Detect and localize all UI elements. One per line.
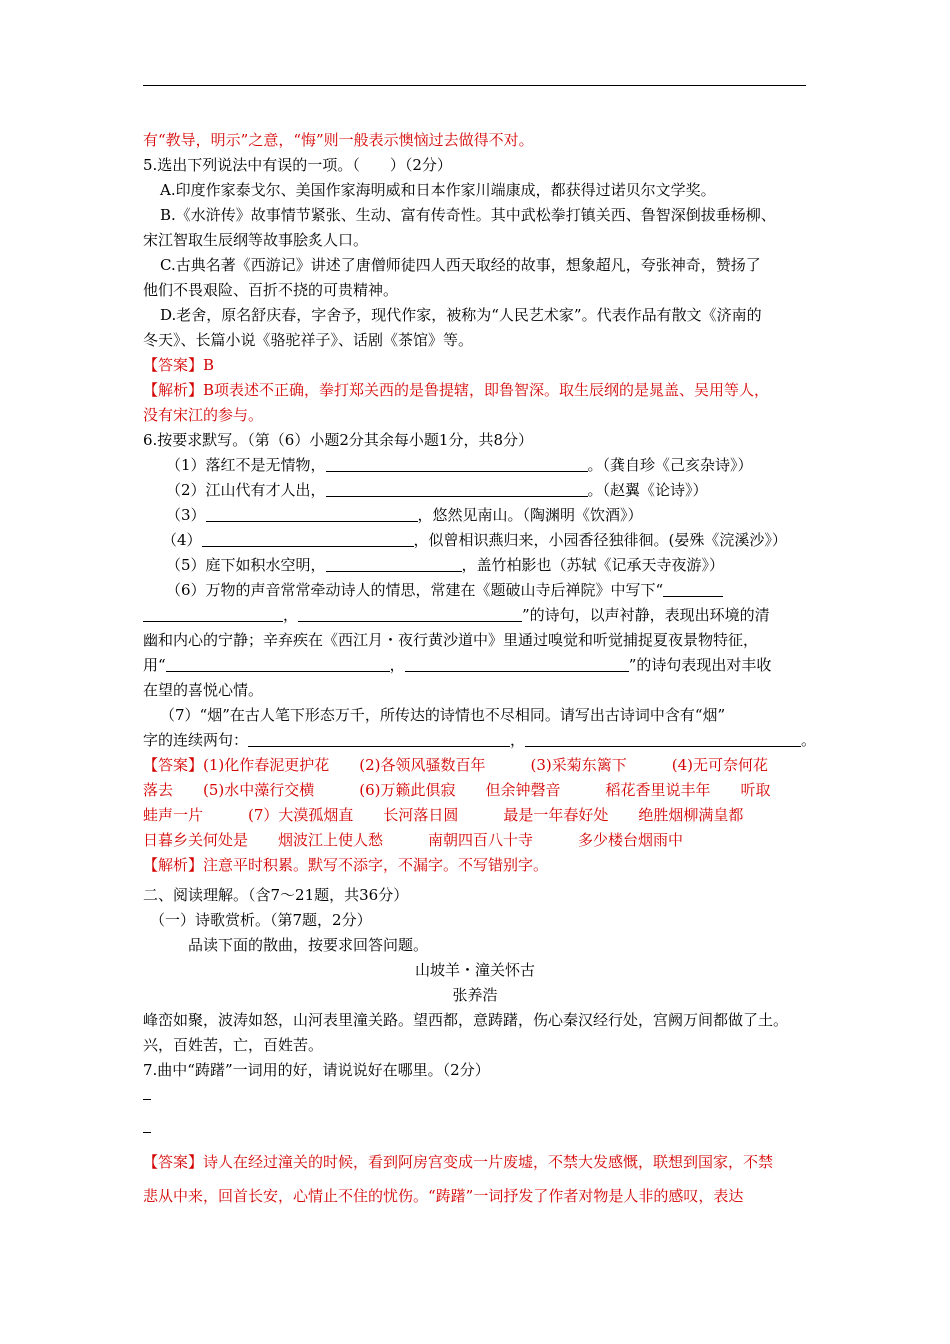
answer-blank[interactable] [143, 606, 283, 622]
fill-item-7-cont [143, 730, 816, 750]
answer-blank[interactable] [248, 731, 510, 747]
text-segment: ，似曾相识燕归来，小园香径独徘徊。(晏殊《浣溪沙》） [413, 531, 787, 549]
header-rule [143, 85, 806, 86]
text-line: 幽和内心的宁静；辛弃疾在《西江月・夜行黄沙道中》里通过嗅觉和听觉捕捉夏夜景物特征， [143, 631, 759, 649]
answer-dash [143, 1087, 151, 1100]
analysis-label: 【解析】B项表述不正确，拳打郑关西的是鲁提辖，即鲁智深。取生辰纲的是晁盖、吴用等人， [143, 381, 770, 399]
text-segment: （6）万物的声音常常牵动诗人的情思，常建在《题破山寺后禅院》中写下“ [166, 581, 664, 599]
text-segment: （3） [166, 506, 206, 524]
fill-item-6 [166, 580, 723, 600]
text-segment: ， [510, 731, 526, 749]
text-segment: （4） [162, 531, 202, 549]
text-line: 日暮乡关何处是 烟波江上使人愁 南朝四百八十寺 多少楼台烟雨中 [143, 831, 684, 849]
text-line: 冬天》、长篇小说《骆驼祥子》、话剧《茶馆》等。 [143, 331, 474, 349]
text-segment: ，盖竹柏影也（苏轼《记承天寺夜游》） [461, 556, 725, 574]
option-d: D.老舍，原名舒庆春，字舍予，现代作家，被称为“人民艺术家”。代表作品有散文《济南的 [160, 306, 762, 324]
fill-item-1 [166, 455, 753, 475]
poem-text: 兴，百姓苦，亡，百姓苦。 [143, 1036, 324, 1054]
option-a: A.印度作家泰戈尔、美国作家海明威和日本作家川端康成，都获得过诺贝尔文学奖。 [160, 181, 716, 199]
text-line: 宋江智取生辰纲等故事脍炙人口。 [143, 231, 369, 249]
answer-blank[interactable] [525, 731, 801, 747]
text-segment: 用“ [143, 656, 166, 674]
fill-item-4 [162, 530, 787, 550]
text-line: 他们不畏艰险、百折不挠的可贵精神。 [143, 281, 399, 299]
option-c: C.古典名著《西游记》讲述了唐僧师徒四人西天取经的故事，想象超凡，夸张神奇，赞扬了 [160, 256, 761, 274]
answer-blank[interactable] [405, 656, 629, 672]
section-heading: 二、阅读理解。（含7～21题，共36分） [143, 886, 409, 904]
text-line: 有“教导，明示”之意，“悔”则一般表示懊恼过去做得不对。 [143, 131, 534, 149]
fill-item-6-cont [143, 605, 770, 625]
answer-blank[interactable] [326, 456, 588, 472]
answer-blank[interactable] [298, 606, 522, 622]
fill-item-7: （7）“烟”在古人笔下形态万千，所传达的诗情也不尽相同。请写出古诗词中含有“烟” [160, 706, 726, 724]
option-b: B.《水浒传》故事情节紧张、生动、富有传奇性。其中武松拳打镇关西、鲁智深倒拔垂杨柳、 [160, 206, 776, 224]
answer-line[interactable] [143, 1085, 151, 1105]
text-segment: （1）落红不是无情物， [166, 456, 326, 474]
answer-blank[interactable] [326, 556, 462, 572]
text-line: 在望的喜悦心情。 [143, 681, 264, 699]
answer-dash [143, 1120, 151, 1133]
text-line: 落去 (5)水中藻行交横 (6)万籁此俱寂 但余钟磬音 稻花香里说丰年 听取 [143, 781, 771, 799]
fill-item-6-line3 [143, 655, 771, 675]
instruction-text: 品读下面的散曲，按要求回答问题。 [188, 936, 429, 954]
analysis-label: 【解析】注意平时积累。默写不添字，不漏字。不写错别字。 [143, 856, 549, 874]
answer-blank[interactable] [166, 656, 390, 672]
answer-blank[interactable] [202, 531, 414, 547]
poem-text: 峰峦如聚，波涛如怒，山河表里潼关路。望西都，意踌躇，伤心秦汉经行处，宫阙万间都做了土。 [143, 1011, 789, 1029]
question-7: 7.曲中“踌躇”一词用的好，请说说好在哪里。（2分） [143, 1061, 490, 1079]
text-line: 没有宋江的参与。 [143, 406, 264, 424]
text-segment: ， [389, 656, 405, 674]
text-line: 悲从中来，回首长安，心情止不住的忧伤。“踌躇”一词抒发了作者对物是人非的感叹，表达 [143, 1187, 744, 1205]
question-5: 5.选出下列说法中有误的一项。（ ）（2分） [143, 156, 452, 174]
text-segment: （2）江山代有才人出， [166, 481, 326, 499]
answer-label: 【答案】B [143, 356, 215, 374]
text-segment: ，悠然见南山。（陶渊明《饮酒》） [417, 506, 643, 524]
text-segment: ”的诗句，以声衬静，表现出环境的清 [522, 606, 770, 624]
answer-label: 【答案】(1)化作春泥更护花 (2)各领风骚数百年 (3)采菊东篱下 (4)无可奈何花 [143, 756, 768, 774]
text-line: 蛙声一片 (7）大漠孤烟直 长河落日圆 最是一年春好处 绝胜烟柳满皇都 [143, 806, 744, 824]
text-segment: 。（赵翼《论诗》） [587, 481, 708, 499]
poem-title: 山坡羊・潼关怀古 [414, 961, 535, 979]
answer-line[interactable] [143, 1118, 151, 1138]
text-segment: ”的诗句表现出对丰收 [628, 656, 772, 674]
fill-item-5 [166, 555, 724, 575]
poem-author: 张养浩 [452, 986, 498, 1004]
answer-label: 【答案】诗人在经过潼关的时候，看到阿房宫变成一片废墟，不禁大发感慨，联想到国家，不禁 [143, 1153, 774, 1171]
text-segment: ， [283, 606, 299, 624]
answer-blank[interactable] [326, 481, 588, 497]
answer-blank[interactable] [206, 506, 418, 522]
text-segment: 。 [801, 731, 817, 749]
fill-item-2 [166, 480, 708, 500]
fill-item-3 [166, 505, 643, 525]
text-segment: （5）庭下如积水空明， [166, 556, 326, 574]
question-6: 6.按要求默写。（第（6）小题2分其余每小题1分，共8分） [143, 431, 533, 449]
answer-blank[interactable] [663, 581, 723, 597]
text-segment: 。（龚自珍《己亥杂诗》） [587, 456, 753, 474]
text-segment: 字的连续两句： [143, 731, 249, 749]
subsection-heading: （一）诗歌赏析。（第7题，2分） [150, 911, 372, 929]
